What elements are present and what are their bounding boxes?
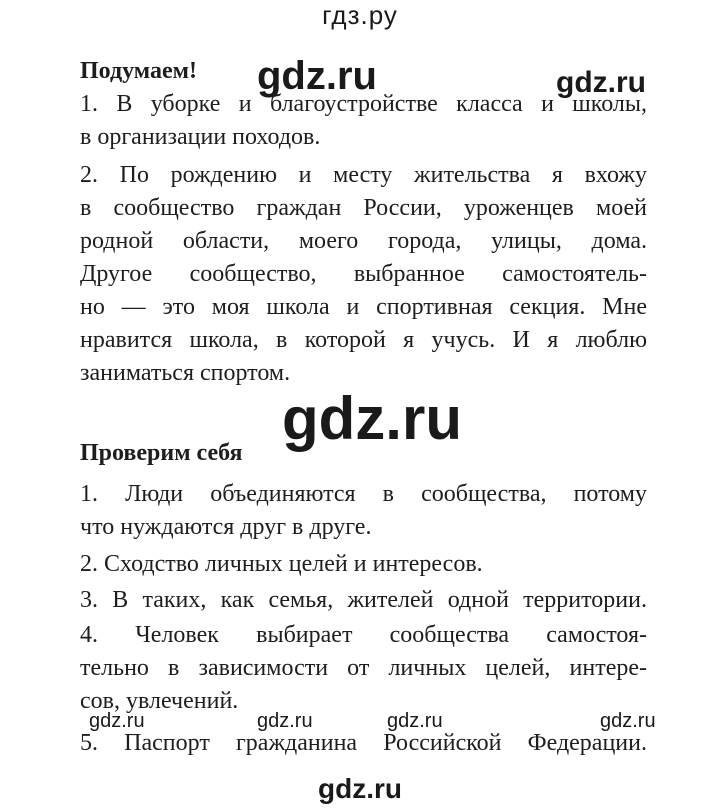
text-line: Другое сообщество, выбранное самостоятель- xyxy=(80,261,647,287)
text-line: сов, увлечений. xyxy=(80,688,239,714)
text-line: 3. В таких, как семья, жителей одной территории. xyxy=(80,587,647,613)
text-line: в организации походов. xyxy=(80,124,321,150)
watermark-large-right: gdz.ru xyxy=(556,66,646,99)
watermark-small: gdz.ru xyxy=(89,710,145,732)
text-line: 2. Сходство личных целей и интересов. xyxy=(80,551,483,577)
answer-paragraph-3 xyxy=(80,584,647,617)
watermark-small: gdz.ru xyxy=(600,710,656,732)
watermark-center: gdz.ru xyxy=(282,385,462,452)
footer-watermark: gdz.ru xyxy=(318,773,402,804)
text-line: заниматься спортом. xyxy=(80,360,291,386)
answer-paragraph-4 xyxy=(80,619,647,718)
text-line: в сообщество граждан России, уроженцев моей xyxy=(80,195,647,221)
text-line: но — это моя школа и спортивная секция. Мне xyxy=(80,294,647,320)
text-line: 1. В уборке и благоустройстве класса и школы, xyxy=(80,91,647,117)
watermark-large-left: gdz.ru xyxy=(257,54,377,98)
text-line: 4. Человек выбирает сообщества самостоя- xyxy=(80,622,647,648)
text-line: тельно в зависимости от личных целей, интере- xyxy=(80,655,647,681)
section-heading-check: Проверим себя xyxy=(80,440,243,466)
text-line: 5. Паспорт гражданина Российской Федерации. xyxy=(80,730,647,756)
answer-paragraph-1 xyxy=(80,478,647,544)
watermark-small: gdz.ru xyxy=(257,710,313,732)
text-line: что нуждаются друг в друге. xyxy=(80,514,372,540)
answer-paragraph-1 xyxy=(80,88,647,154)
answer-paragraph-5 xyxy=(80,727,647,760)
text-line: родной области, моего города, улицы, дома. xyxy=(80,228,647,254)
section-heading-think: Подумаем! xyxy=(80,58,197,84)
watermark-small: gdz.ru xyxy=(387,710,443,732)
text-line: 2. По рождению и месту жительства я вхожу xyxy=(80,162,647,188)
text-line: 1. Люди объединяются в сообщества, потому xyxy=(80,481,647,507)
header-watermark: гдз.ру xyxy=(322,0,398,30)
answer-paragraph-2 xyxy=(80,159,647,390)
answer-paragraph-2 xyxy=(80,548,647,581)
text-line: нравится школа, в которой я учусь. И я люблю xyxy=(80,327,647,353)
